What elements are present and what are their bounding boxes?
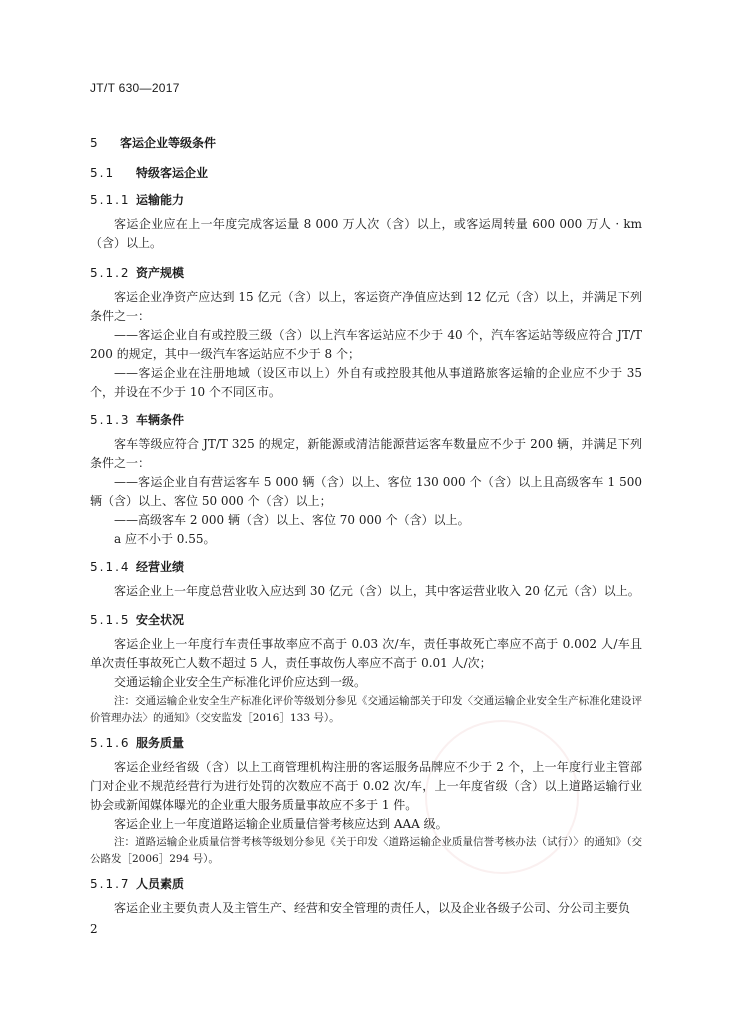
- section-5-1-6-heading: [90, 734, 184, 751]
- section-title: 车辆条件: [136, 413, 185, 427]
- list-item: ——客运企业自有或控股三级（含）以上汽车客运站应不少于 40 个，汽车客运站等级应符合 JT/T 200 的规定，其中一级汽车客运站应不少于 8 个；: [90, 328, 642, 361]
- section-title: 客运企业等级条件: [120, 136, 217, 150]
- section-number: 5.1.3: [90, 413, 131, 427]
- section-title: 运输能力: [136, 193, 185, 207]
- paragraph: 客运企业应在上一年度完成客运量 8 000 万人次（含）以上，或客运周转量 600 000 万人 · km（含）以上。: [90, 217, 642, 250]
- page-number: 2: [90, 922, 98, 936]
- section-title: 经营业绩: [136, 560, 185, 574]
- section-5-1-5-heading: [90, 611, 184, 628]
- list-item: ——客运企业自有营运客车 5 000 辆（含）以上、客位 130 000 个（含）以上且高级客车 1 500 辆（含）以上、客位 50 000 个（含）以上；: [90, 475, 642, 508]
- section-number: 5.1.5: [90, 613, 131, 627]
- section-title: 服务质量: [136, 736, 185, 750]
- section-number: 5.1.6: [90, 736, 131, 750]
- section-number: 5.1: [90, 166, 116, 180]
- section-5-heading: [90, 134, 216, 151]
- paragraph: 客运企业主要负责人及主管生产、经营和安全管理的责任人，以及企业各级子公司、分公司主要负: [114, 901, 631, 915]
- note: 注：交通运输企业安全生产标准化评价等级划分参见《交通运输部关于印发〈交通运输企业安全生产标准化建设评价管理办法〉的通知》（交安监发［2016］133 号）。: [90, 695, 642, 724]
- note: 注：道路运输企业质量信誉考核等级划分参见《关于印发〈道路运输企业质量信誉考核办法（试行）〉的通知》（交公路发［2006］294 号）。: [90, 836, 642, 865]
- section-5-1-1-heading: [90, 191, 184, 208]
- section-title: 人员素质: [136, 877, 185, 891]
- list-item: ——客运企业在注册地域（设区市以上）外自有或控股其他从事道路旅客运输的企业应不少于 35 个，并设在不少于 10 个不同区市。: [90, 366, 642, 399]
- section-5-1-2-heading: [90, 264, 184, 281]
- paragraph: 客运企业上一年度总营业收入应达到 30 亿元（含）以上，其中客运营业收入 20 亿元（含）以上。: [114, 584, 640, 598]
- section-5-1-7-heading: [90, 875, 184, 892]
- paragraph: 客运企业净资产应达到 15 亿元（含）以上，客运资产净值应达到 12 亿元（含）以上，并满足下列条件之一：: [90, 290, 642, 323]
- paragraph: 客车等级应符合 JT/T 325 的规定，新能源或清洁能源营运客车数量应不少于 200 辆，并满足下列条件之一：: [90, 437, 642, 470]
- paragraph: 客运企业上一年度道路运输企业质量信誉考核应达到 AAA 级。: [114, 817, 448, 831]
- section-title: 特级客运企业: [136, 166, 209, 180]
- section-title: 安全状况: [136, 613, 185, 627]
- section-number: 5.1.2: [90, 266, 131, 280]
- paragraph: 交通运输企业安全生产标准化评价应达到一级。: [114, 675, 367, 689]
- section-title: 资产规模: [136, 266, 185, 280]
- section-number: 5.1.1: [90, 193, 131, 207]
- paragraph: 客运企业经省级（含）以上工商管理机构注册的客运服务品牌应不少于 2 个，上一年度行业主管部门对企业不规范经营行为进行处罚的次数应不高于 0.02 次/车，上一年度省级（含）以上道路运输行业协会或新闻媒体曝光的企业重大服务质量事故应不多于 1 件。: [90, 760, 642, 812]
- paragraph: 客运企业上一年度行车责任事故率应不高于 0.03 次/车，责任事故死亡率应不高于 0.002 人/车且单次责任事故死亡人数不超过 5 人，责任事故伤人率应不高于 0.01 人/次；: [90, 637, 642, 670]
- list-item: ——高级客车 2 000 辆（含）以上、客位 70 000 个（含）以上。: [114, 513, 470, 527]
- list-item: a 应不小于 0.55。: [114, 532, 216, 546]
- section-5-1-heading: [90, 164, 208, 181]
- section-5-1-3-heading: [90, 411, 184, 428]
- section-number: 5: [90, 136, 100, 150]
- section-number: 5.1.4: [90, 560, 131, 574]
- section-number: 5.1.7: [90, 877, 131, 891]
- section-5-1-4-heading: [90, 558, 184, 575]
- standard-code-header: JT/T 630—2017: [90, 81, 180, 95]
